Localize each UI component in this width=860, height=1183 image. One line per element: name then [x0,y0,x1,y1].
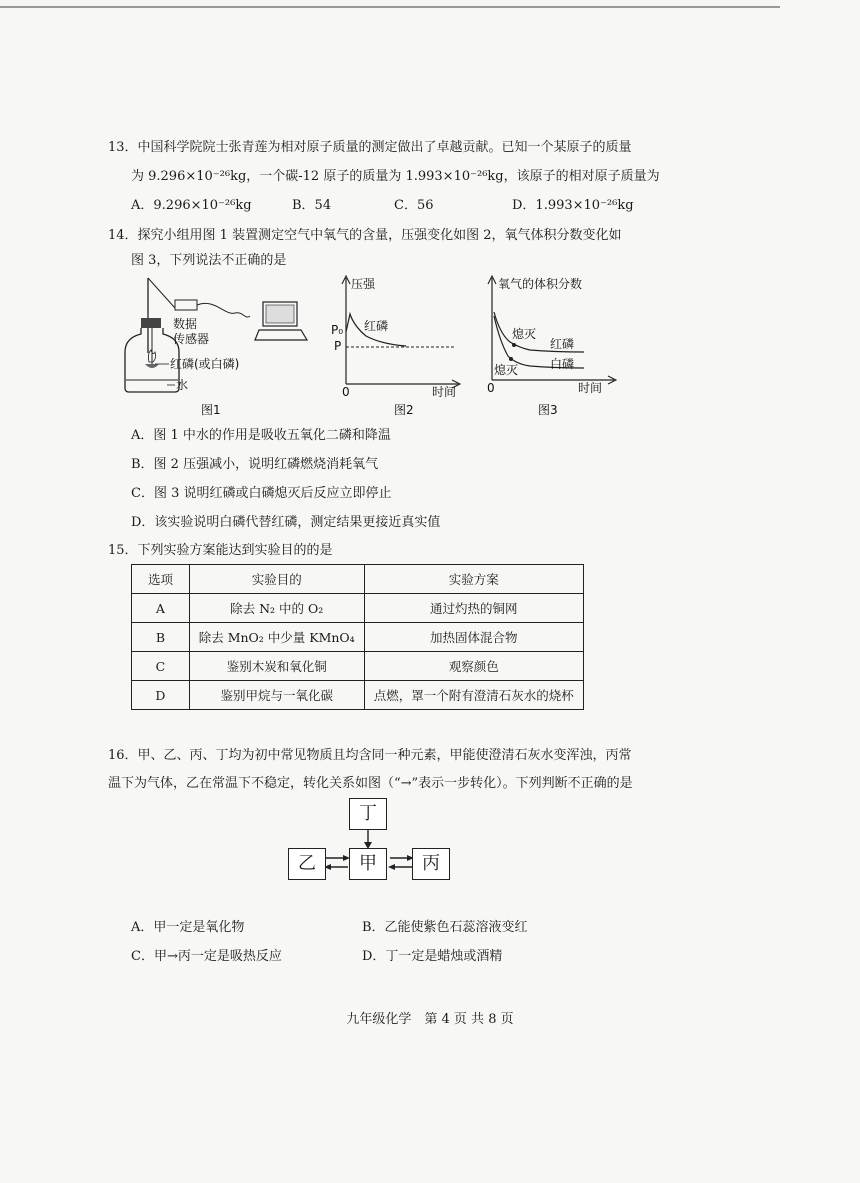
fig3-origin-label: 0 [487,381,495,395]
figure-3-oxygen-chart [474,272,624,418]
fig3-red-phosphorus-label: 红磷 [550,337,575,351]
table-cell: 鉴别木炭和氧化铜 [189,652,364,681]
q13-line1: 13．中国科学院院士张青莲为相对原子质量的测定做出了卓越贡献。已知一个某原子的质量 [108,140,632,155]
fig3-white-phosphorus-label: 白磷 [550,357,575,371]
q13-option-b: B．54 [292,198,332,213]
box-yi: 乙 [288,848,326,880]
box-jia: 甲 [349,848,387,880]
fig3-y-axis-label: 氧气的体积分数 [498,277,583,291]
table-cell: 观察颜色 [364,652,583,681]
fig3-caption: 图3 [538,403,558,417]
table-cell: D [132,681,190,710]
q16-option-c: C．甲→丙一定是吸热反应 [131,949,282,964]
q14-option-a: A．图 1 中水的作用是吸收五氧化二磷和降温 [131,428,391,443]
table-header-plan: 实验方案 [364,565,583,594]
page-footer: 九年级化学 第 4 页 共 8 页 [346,1012,514,1027]
fig3-extinguish-label-2: 熄灭 [494,363,519,377]
table-cell: 通过灼热的铜网 [364,594,583,623]
fig2-p0-label: P₀ [331,323,344,337]
table-header-purpose: 实验目的 [189,565,364,594]
fig1-phosphorus-label: 红磷(或白磷) [170,357,240,371]
fig2-caption: 图2 [394,403,414,417]
figure-2-pressure-chart [326,272,466,418]
q13-option-d: D．1.993×10⁻²⁶kg [512,198,634,213]
fig1-caption: 图1 [201,403,221,417]
table-header-row [132,565,584,594]
fig3-x-axis-label: 时间 [578,381,603,395]
q16-option-d: D．丁一定是蜡烛或酒精 [362,949,503,964]
box-ding: 丁 [349,798,387,830]
q16-line2: 温下为气体，乙在常温下不稳定，转化关系如图（“→”表示一步转化）。下列判断不正确的是 [108,776,633,791]
fig2-curve-label: 红磷 [364,319,389,333]
table-row [132,652,584,681]
q14-option-c: C．图 3 说明红磷或白磷熄灭后反应立即停止 [131,486,392,501]
fig2-p-label: P [334,339,342,353]
table-cell: 除去 N₂ 中的 O₂ [189,594,364,623]
q13-line2: 为 9.296×10⁻²⁶kg，一个碳-12 原子的质量为 1.993×10⁻²⁶kg，该原子的相对原子质量为 [131,169,660,184]
fig1-sensor-label: 数据 [173,317,198,331]
table-cell: B [132,623,190,652]
q14-line1: 14．探究小组用图 1 装置测定空气中氧气的含量，压强变化如图 2，氧气体积分数变化如 [108,228,622,243]
table-cell: C [132,652,190,681]
q16-option-b: B．乙能使紫色石蕊溶液变红 [362,920,528,935]
table-cell: A [132,594,190,623]
q13-option-c: C．56 [394,198,434,213]
q14-option-d: D．该实验说明白磷代替红磷，测定结果更接近真实值 [131,515,441,530]
table-cell: 除去 MnO₂ 中少量 KMnO₄ [189,623,364,652]
fig3-extinguish-label-1: 熄灭 [512,327,537,341]
q16-line1: 16．甲、乙、丙、丁均为初中常见物质且均含同一种元素，甲能使澄清石灰水变浑浊，丙常 [108,748,632,763]
fig2-y-axis-label: 压强 [351,277,376,291]
table-header-option: 选项 [132,565,190,594]
fig2-origin-label: 0 [342,385,350,399]
figure-1-apparatus [115,268,335,418]
fig1-water-label: 水 [176,378,189,392]
table-cell: 加热固体混合物 [364,623,583,652]
table-row [132,623,584,652]
q14-line2: 图 3，下列说法不正确的是 [131,253,287,268]
scan-top-border [0,6,780,8]
q13-option-a: A．9.296×10⁻²⁶kg [131,198,252,213]
table-cell: 鉴别甲烷与一氧化碳 [189,681,364,710]
table-row [132,681,584,710]
fig1-sensor-label-2: 传感器 [173,332,210,346]
box-bing: 丙 [412,848,450,880]
table-row [132,594,584,623]
q16-option-a: A．甲一定是氧化物 [131,920,245,935]
q14-option-b: B．图 2 压强减小，说明红磷燃烧消耗氧气 [131,457,379,472]
table-cell: 点燃，罩一个附有澄清石灰水的烧杯 [364,681,583,710]
q15-experiment-table [131,564,584,710]
q15-stem: 15．下列实验方案能达到实验目的的是 [108,543,333,558]
fig2-x-axis-label: 时间 [432,385,457,399]
